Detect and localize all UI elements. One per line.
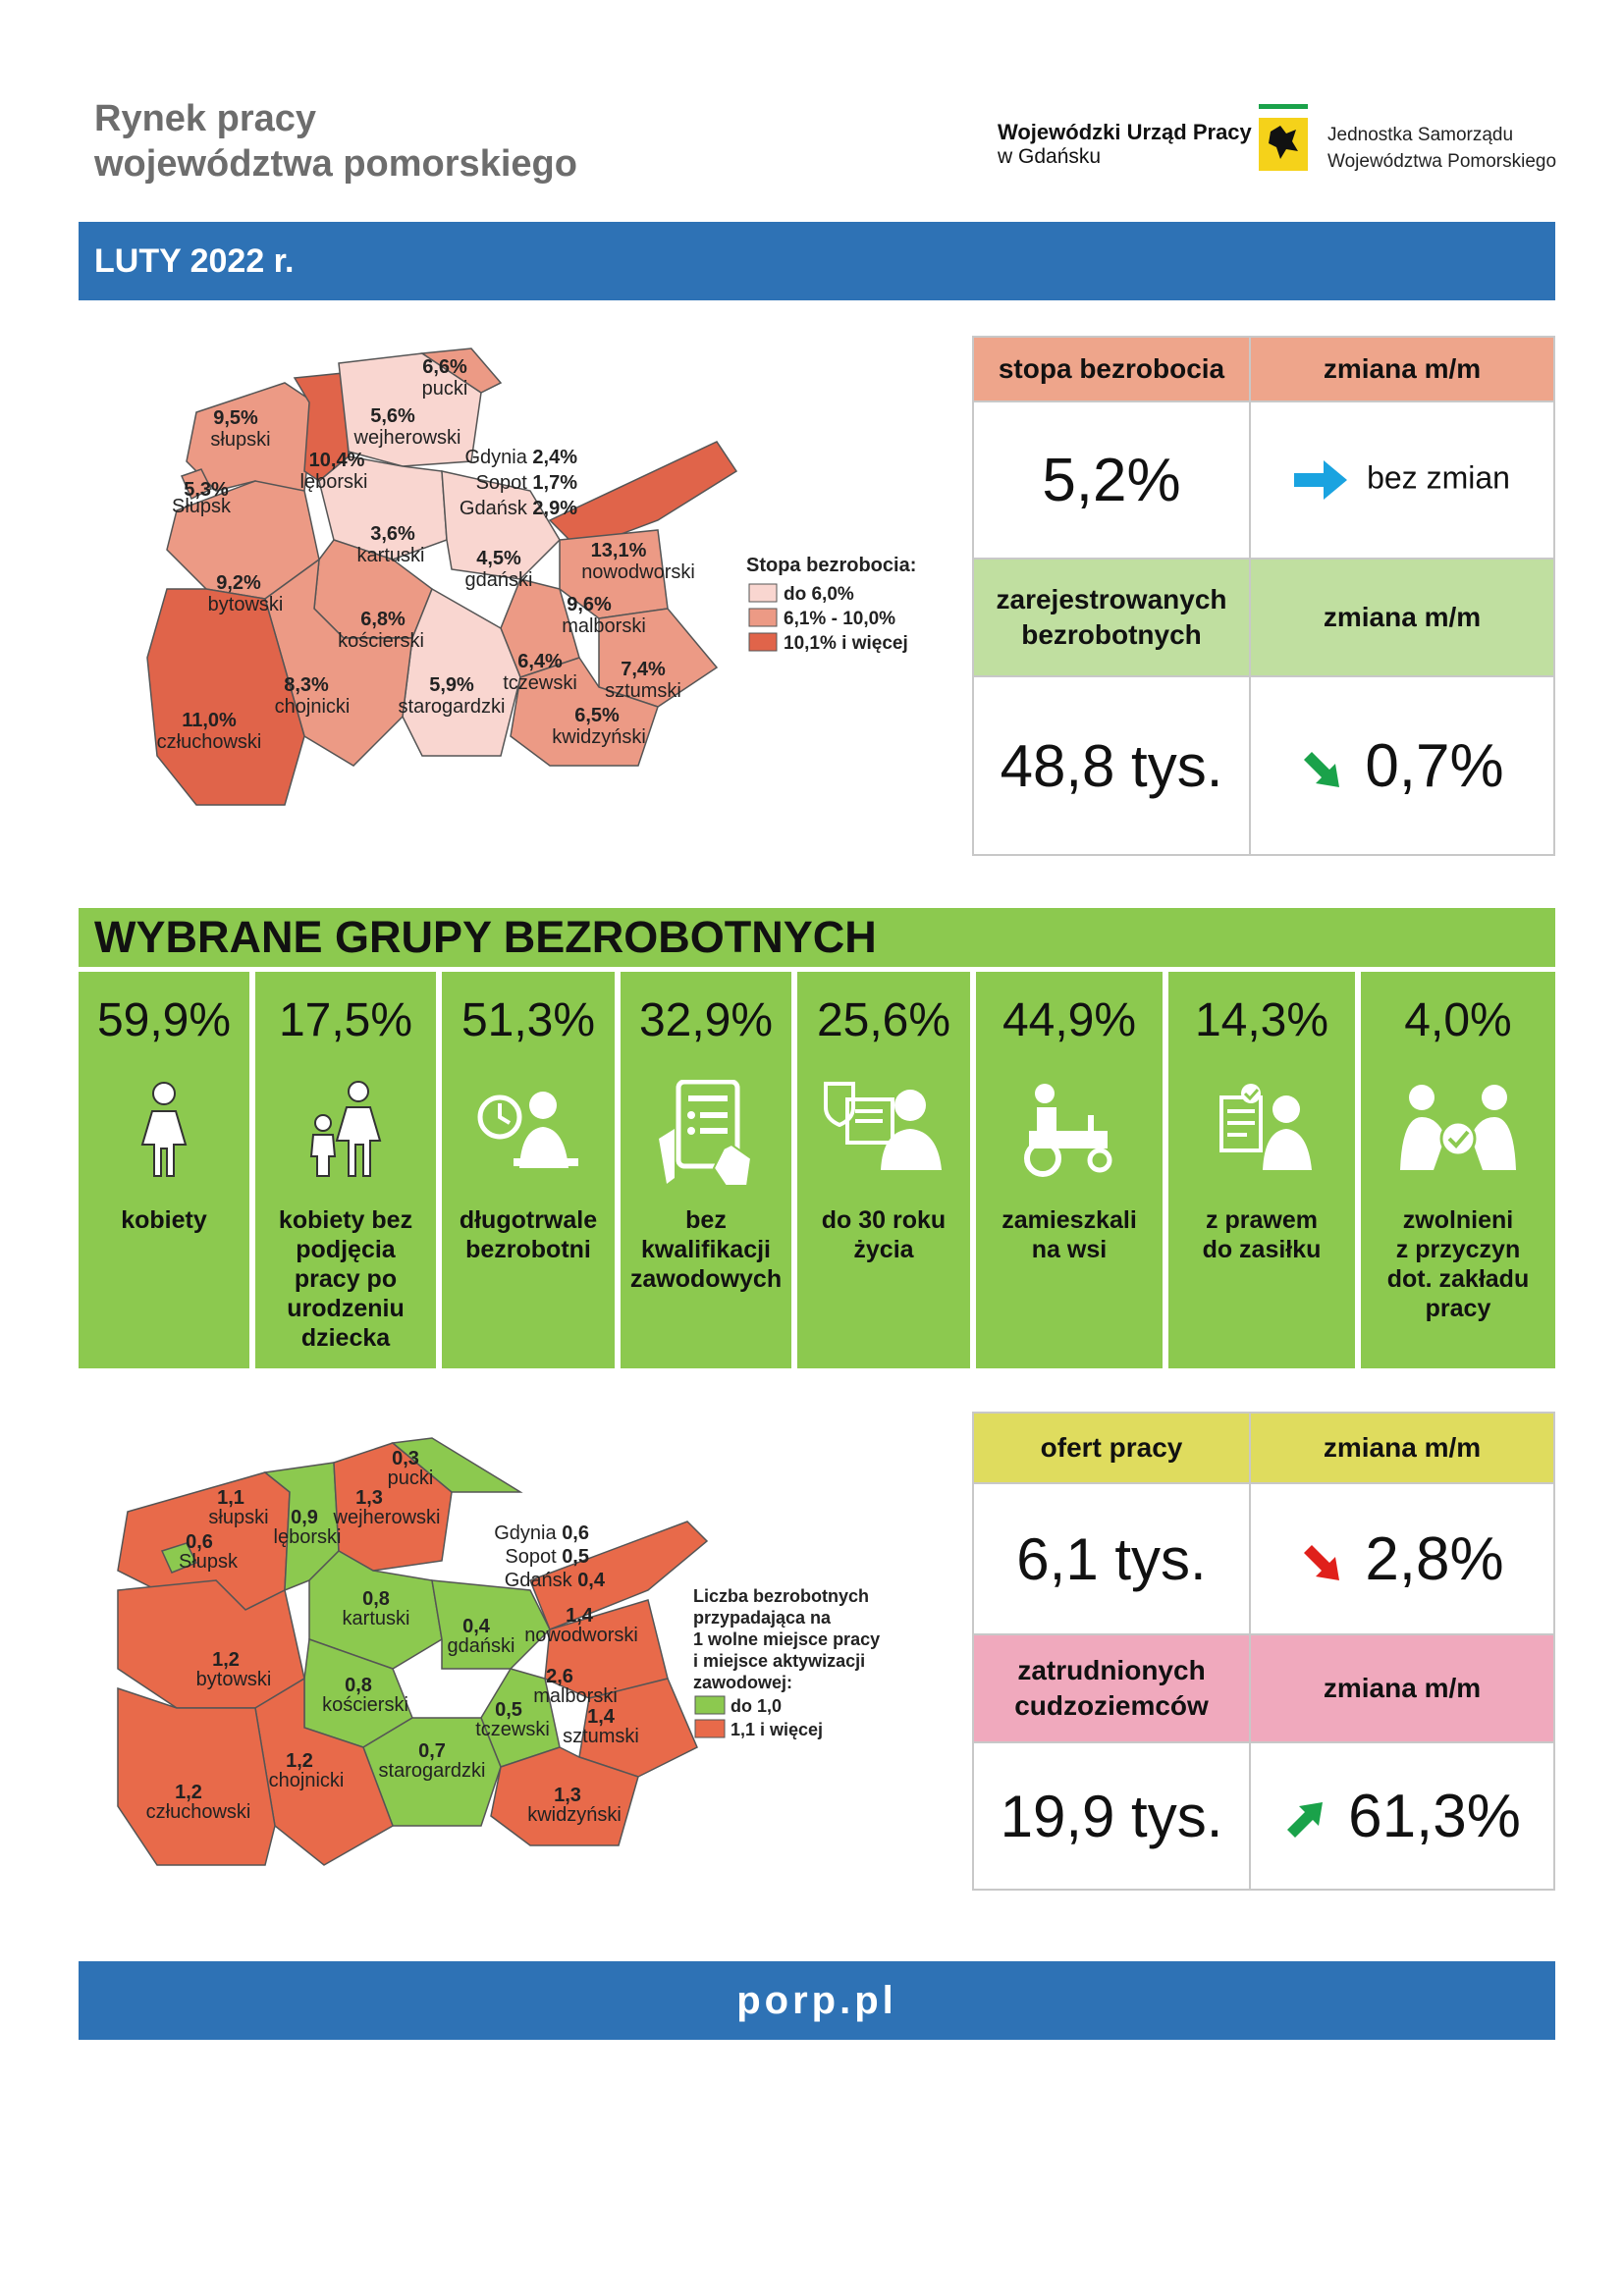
- map2-name-starogardzki: starogardzki: [378, 1760, 486, 1782]
- map2-name-tczewski: tczewski: [475, 1719, 550, 1740]
- offers-value: 6,1 tys.: [973, 1483, 1250, 1634]
- map2-val-starogardzki: 0,7: [418, 1740, 446, 1762]
- period-bar: [79, 222, 1555, 300]
- group-card: [797, 972, 970, 1368]
- map1-name-slupsk: Słupsk: [171, 496, 232, 517]
- group-label-line: życia: [853, 1236, 914, 1263]
- group-value: 44,9%: [1001, 994, 1137, 1046]
- map1-name-wejherowski: wejherowski: [353, 427, 461, 449]
- map2-legend-line-2: przypadająca na: [693, 1608, 832, 1628]
- map1-val-starogardzki: 5,9%: [429, 674, 474, 696]
- registered-header: [973, 559, 1250, 676]
- map1-val-sztumski: 7,4%: [621, 659, 666, 680]
- group-label: [446, 1205, 611, 1264]
- map1-val-tczewski: 6,4%: [517, 651, 563, 672]
- map1-val-koscierski: 6,8%: [360, 609, 406, 630]
- map1-name-bytowski: bytowski: [207, 594, 284, 615]
- foreigners-change-text: 61,3%: [1348, 1782, 1521, 1850]
- group-label-line: kobiety bez: [278, 1206, 413, 1234]
- map2-legend-1: do 1,0: [731, 1696, 783, 1716]
- arrow-down-right-icon: [1300, 748, 1343, 791]
- office-city: w Gdańsku: [998, 145, 1102, 168]
- map2-name-czluchowski: człuchowski: [145, 1801, 251, 1823]
- unemployment-map: [108, 344, 972, 834]
- group-value: 14,3%: [1194, 994, 1329, 1046]
- clock-person-icon: [442, 1080, 615, 1178]
- map2-legend-line-5: zawodowej:: [693, 1673, 793, 1692]
- foreigners-change-cell: [1250, 1742, 1554, 1890]
- woman-icon: [79, 1080, 249, 1178]
- map1-val-leborski: 10,4%: [308, 450, 365, 471]
- group-label-line: długotrwale: [459, 1206, 598, 1234]
- map2-name-pucki: pucki: [387, 1468, 434, 1489]
- map1-legend-1: do 6,0%: [784, 584, 854, 605]
- group-card: [79, 972, 249, 1368]
- group-label-line: zamieszkali: [1001, 1206, 1137, 1234]
- young-worker-icon: [797, 1080, 970, 1178]
- map1-name-pucki: pucki: [421, 378, 468, 400]
- map1-legend-3: 10,1% i więcej: [784, 633, 908, 654]
- map1-name-malborski: malborski: [562, 615, 646, 637]
- office-name: Wojewódzki Urząd Pracy: [998, 120, 1252, 144]
- unit-line-2: Województwa Pomorskiego: [1327, 151, 1557, 172]
- map1-val-bytowski: 9,2%: [216, 572, 261, 594]
- offers-change-text: 2,8%: [1365, 1524, 1504, 1593]
- map2-val-pucki: 0,3: [392, 1448, 419, 1469]
- group-card: [442, 972, 615, 1368]
- map2-val-gdanski: 0,4: [462, 1616, 490, 1637]
- map2-legend-line-1: Liczba bezrobotnych: [693, 1586, 870, 1606]
- map1-legend-title: Stopa bezrobocia:: [746, 555, 917, 576]
- group-label-line: bezrobotni: [465, 1236, 591, 1263]
- region2-czluchowski: [118, 1688, 275, 1865]
- group-label-line: bez: [685, 1206, 727, 1234]
- map2-val-wejherowski: 1,3: [355, 1487, 383, 1509]
- map2-name-chojnicki: chojnicki: [268, 1770, 345, 1791]
- stats-top-table: [972, 336, 1555, 856]
- map2-val-koscierski: 0,8: [345, 1675, 372, 1696]
- foreigners-header-line-2: cudzoziemców: [1014, 1690, 1209, 1721]
- map2-name-wejherowski: wejherowski: [333, 1507, 441, 1528]
- offers-change-cell: [1250, 1483, 1554, 1634]
- mother-child-icon: [255, 1080, 436, 1178]
- map1-name-koscierski: kościerski: [338, 630, 424, 652]
- group-value: 17,5%: [278, 994, 413, 1046]
- group-label-line: urodzeniu: [287, 1295, 405, 1322]
- rate-change-cell: [1250, 401, 1554, 559]
- benefit-icon: [1168, 1080, 1355, 1178]
- group-label-line: pracy po: [294, 1265, 398, 1293]
- map1-val-slupsk: 5,3%: [184, 479, 229, 501]
- map2-name-koscierski: kościerski: [322, 1694, 408, 1716]
- foreigners-header: [973, 1634, 1250, 1742]
- map1-val-malborski: 9,6%: [567, 594, 612, 615]
- rate-value: 5,2%: [973, 401, 1250, 559]
- map1-name-nowodworski: nowodworski: [581, 561, 695, 583]
- rate-header: stopa bezrobocia: [973, 337, 1250, 401]
- offers-header: ofert pracy: [973, 1413, 1250, 1483]
- group-card: [621, 972, 791, 1368]
- groups-title: WYBRANE GRUPY BEZROBOTNYCH: [94, 912, 877, 962]
- map2-val-slupsk: 0,6: [186, 1531, 213, 1553]
- group-label-line: kobiety: [121, 1206, 207, 1234]
- map2-val-nowodworski: 1,4: [566, 1605, 593, 1627]
- group-label: [1172, 1205, 1351, 1264]
- map1-city-gdansk: Gdańsk 2,9%: [459, 498, 577, 519]
- map2-name-slupski: słupski: [208, 1507, 269, 1528]
- map1-val-gdanski: 4,5%: [476, 548, 521, 569]
- map1-val-slupski: 9,5%: [213, 407, 258, 429]
- foreigners-value: 19,9 tys.: [973, 1742, 1250, 1890]
- rate-change-header: zmiana m/m: [1250, 337, 1554, 401]
- tractor-icon: [976, 1080, 1163, 1178]
- map1-val-chojnicki: 8,3%: [284, 674, 329, 696]
- map2-val-leborski: 0,9: [291, 1507, 318, 1528]
- map2-val-sztumski: 1,4: [587, 1706, 615, 1728]
- footer-link[interactable]: porp.pl: [736, 1979, 897, 2022]
- group-value: 32,9%: [638, 994, 774, 1046]
- footer-bar[interactable]: [79, 1961, 1555, 2040]
- group-value: 51,3%: [460, 994, 596, 1046]
- handshake-icon: [1361, 1080, 1555, 1178]
- stats-bottom-table: [972, 1412, 1555, 1891]
- registered-change-cell: [1250, 676, 1554, 855]
- group-label-line: z prawem: [1206, 1206, 1318, 1234]
- map2-name-slupsk: Słupsk: [178, 1551, 239, 1573]
- map2-name-leborski: lęborski: [273, 1526, 342, 1548]
- map1-val-wejherowski: 5,6%: [370, 405, 415, 427]
- map2-name-nowodworski: nowodworski: [524, 1625, 638, 1646]
- registered-header-line-2: bezrobotnych: [1021, 619, 1202, 650]
- group-label: [1365, 1205, 1551, 1323]
- map1-name-gdanski: gdański: [464, 569, 533, 591]
- foreigners-change-header: zmiana m/m: [1250, 1634, 1554, 1742]
- registered-value: 48,8 tys.: [973, 676, 1250, 855]
- title-line-1: Rynek pracy: [94, 98, 317, 139]
- map2-name-malborski: malborski: [533, 1685, 618, 1707]
- group-value: 59,9%: [96, 994, 232, 1046]
- map2-val-malborski: 2,6: [546, 1666, 573, 1687]
- map2-name-gdanski: gdański: [447, 1635, 515, 1657]
- map2-val-czluchowski: 1,2: [175, 1782, 202, 1803]
- group-label: [980, 1205, 1159, 1264]
- period-label: LUTY 2022 r.: [94, 242, 295, 280]
- map2-val-slupski: 1,1: [217, 1487, 244, 1509]
- map1-city-gdynia: Gdynia 2,4%: [464, 447, 577, 468]
- group-card: [1361, 972, 1555, 1368]
- group-label-line: na wsi: [1031, 1236, 1108, 1263]
- map2-city-sopot: Sopot 0,5: [505, 1546, 589, 1568]
- map2-name-bytowski: bytowski: [195, 1669, 272, 1690]
- group-value: 4,0%: [1404, 994, 1512, 1046]
- rate-change-text: bez zmian: [1367, 459, 1510, 496]
- map1-name-tczewski: tczewski: [503, 672, 577, 694]
- group-card: [1168, 972, 1355, 1368]
- group-card: [976, 972, 1163, 1368]
- map1-name-sztumski: sztumski: [605, 680, 681, 702]
- map1-name-kwidzynski: kwidzyński: [552, 726, 646, 748]
- group-label-line: dot. zakładu: [1386, 1265, 1530, 1293]
- group-value: 25,6%: [816, 994, 951, 1046]
- ratio-map: [98, 1433, 962, 1875]
- map1-val-kartuski: 3,6%: [370, 523, 415, 545]
- group-label: [259, 1205, 432, 1353]
- map2-name-kartuski: kartuski: [342, 1608, 410, 1629]
- map1-val-pucki: 6,6%: [422, 356, 467, 378]
- map2-val-tczewski: 0,5: [495, 1699, 522, 1721]
- title-line-2: województwa pomorskiego: [94, 143, 577, 185]
- group-label-line: z przyczyn: [1395, 1236, 1521, 1263]
- groups-title-bar: [79, 908, 1555, 967]
- map1-name-chojnicki: chojnicki: [274, 696, 351, 718]
- map2-name-sztumski: sztumski: [563, 1726, 639, 1747]
- map1-name-kartuski: kartuski: [356, 545, 425, 566]
- crest-icon: [1259, 104, 1308, 173]
- map2-val-bytowski: 1,2: [212, 1649, 240, 1671]
- map2-city-gdynia: Gdynia 0,6: [494, 1522, 589, 1544]
- map2-name-kwidzynski: kwidzyński: [527, 1804, 622, 1826]
- arrow-down-right-red-icon: [1300, 1541, 1343, 1584]
- group-label-line: zwolnieni: [1402, 1206, 1514, 1234]
- map2-val-kartuski: 0,8: [362, 1588, 390, 1610]
- group-card: [255, 972, 436, 1368]
- registered-header-line-1: zarejestrowanych: [996, 584, 1227, 614]
- registered-change-header: zmiana m/m: [1250, 559, 1554, 676]
- group-label-line: dziecka: [300, 1324, 391, 1352]
- group-label-line: kwalifikacji: [640, 1236, 772, 1263]
- map1-val-nowodworski: 13,1%: [590, 540, 647, 561]
- group-label-line: zawodowych: [629, 1265, 783, 1293]
- map1-legend-2: 6,1% - 10,0%: [784, 609, 896, 629]
- map2-city-gdansk: Gdańsk 0,4: [504, 1570, 605, 1591]
- map2-val-kwidzynski: 1,3: [554, 1785, 581, 1806]
- unit-logo-text: [1327, 122, 1556, 175]
- map2-val-chojnicki: 1,2: [286, 1750, 313, 1772]
- group-label-line: do 30 roku: [821, 1206, 947, 1234]
- arrow-right-icon: [1294, 458, 1349, 502]
- arrow-up-right-icon: [1283, 1798, 1326, 1842]
- registered-change-text: 0,7%: [1365, 731, 1504, 800]
- map1-val-czluchowski: 11,0%: [182, 710, 237, 731]
- tablet-form-icon: [621, 1080, 791, 1178]
- map1-city-sopot: Sopot 1,7%: [475, 472, 577, 494]
- map1-name-starogardzki: starogardzki: [398, 696, 506, 718]
- group-label: [801, 1205, 966, 1264]
- offers-change-header: zmiana m/m: [1250, 1413, 1554, 1483]
- group-label: [624, 1205, 787, 1294]
- unit-line-1: Jednostka Samorządu: [1327, 125, 1514, 145]
- map2-legend-2: 1,1 i więcej: [731, 1720, 824, 1739]
- map2-legend-line-4: i miejsce aktywizacji: [693, 1651, 866, 1671]
- foreigners-header-line-1: zatrudnionych: [1017, 1655, 1206, 1685]
- group-label-line: podjęcia: [296, 1236, 396, 1263]
- map1-name-leborski: lęborski: [299, 471, 368, 493]
- group-label: [82, 1205, 245, 1235]
- map1-val-kwidzynski: 6,5%: [574, 705, 620, 726]
- map2-legend-line-3: 1 wolne miejsce pracy: [693, 1629, 881, 1649]
- page-title: [94, 96, 577, 187]
- map1-name-czluchowski: człuchowski: [156, 731, 262, 753]
- office-logo-text: [998, 120, 1252, 169]
- group-label-line: pracy: [1425, 1295, 1491, 1322]
- group-label-line: do zasiłku: [1202, 1236, 1322, 1263]
- map1-name-slupski: słupski: [210, 429, 271, 451]
